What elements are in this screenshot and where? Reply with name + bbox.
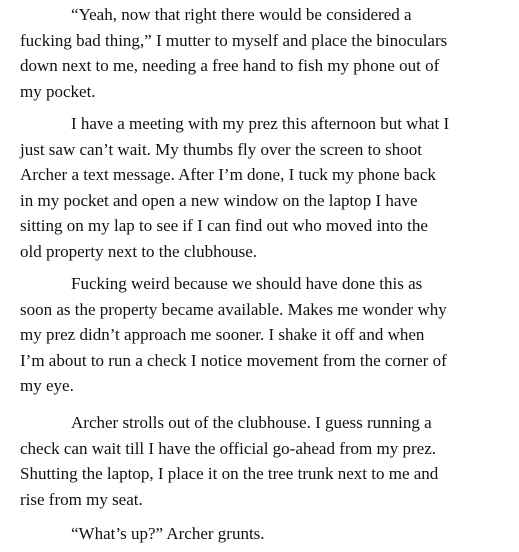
paragraph-line: I’m about to run a check I notice movement from the corner of: [20, 350, 447, 370]
paragraph-line: sitting on my lap to see if I can find out who moved into the: [20, 216, 428, 236]
paragraph-line: my pocket.: [20, 81, 96, 101]
paragraph-1: [20, 2, 447, 104]
paragraph-line: soon as the property became available. Makes me wonder why: [20, 299, 447, 319]
paragraph-line: fucking bad thing,” I mutter to myself and place the binoculars: [20, 30, 448, 50]
paragraph-line: in my pocket and open a new window on the laptop I have: [20, 190, 418, 210]
paragraph-line: Archer a text message. After I’m done, I tuck my phone back: [20, 165, 436, 185]
paragraph-line: Fucking weird because we should have done this as: [71, 274, 423, 293]
paragraph-line: check can wait till I have the official go-ahead from my prez.: [20, 438, 437, 458]
paragraph-line: “Yeah, now that right there would be considered a: [71, 5, 412, 24]
paragraph-4: [20, 410, 438, 512]
paragraph-line: old property next to the clubhouse.: [20, 241, 258, 261]
paragraph-line: Archer strolls out of the clubhouse. I guess running a: [71, 413, 432, 432]
paragraph-3: [20, 271, 447, 399]
paragraph-2: [20, 111, 449, 265]
paragraph-line: down next to me, needing a free hand to fish my phone out of: [20, 56, 440, 76]
paragraph-line: my eye.: [20, 376, 74, 396]
paragraph-line: my prez didn’t approach me sooner. I shake it off and when: [20, 325, 425, 345]
paragraph-line: just saw can’t wait. My thumbs fly over the screen to shoot: [20, 139, 422, 159]
paragraph-5: [20, 521, 265, 547]
paragraph-line: “What’s up?” Archer grunts.: [71, 524, 265, 543]
paragraph-line: Shutting the laptop, I place it on the tree trunk next to me and: [20, 464, 439, 484]
paragraph-line: I have a meeting with my prez this afternoon but what I: [71, 114, 450, 133]
paragraph-line: rise from my seat.: [20, 489, 143, 509]
